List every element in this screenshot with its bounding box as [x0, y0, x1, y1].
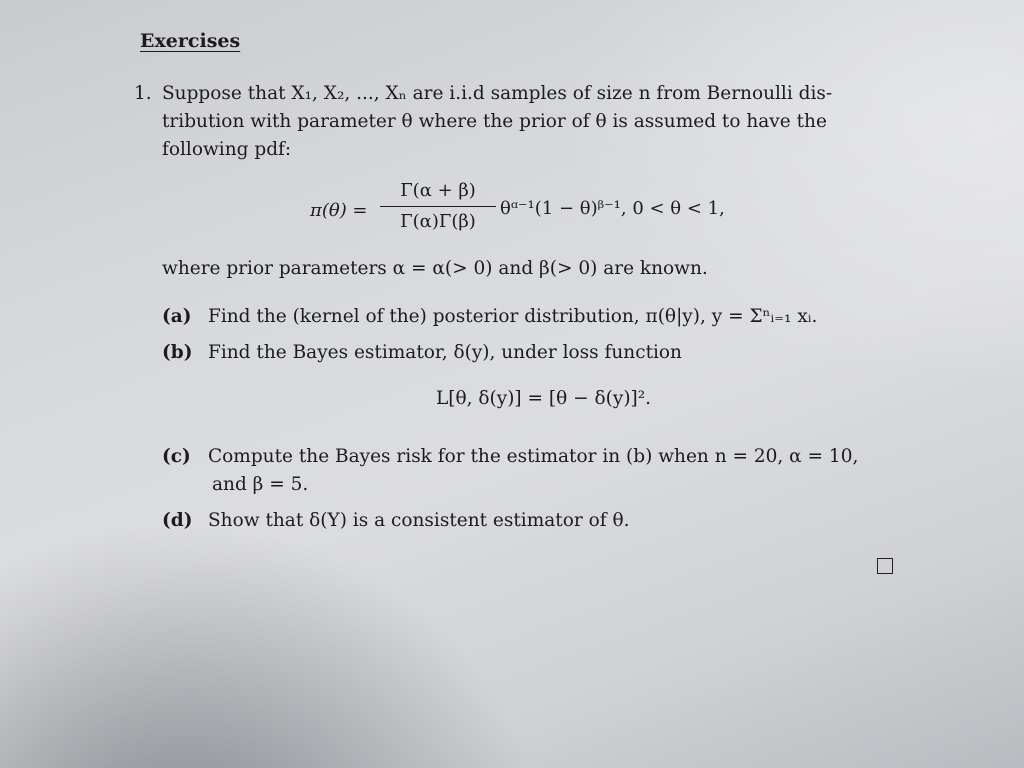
intro-line-2: tribution with parameter θ where the prior of θ is assumed to have the: [162, 111, 827, 132]
part-b: [162, 342, 682, 363]
formula-lhs: π(θ) =: [310, 200, 368, 221]
question-number: 1.: [134, 83, 152, 104]
part-d: [162, 510, 629, 531]
part-c-label: (c): [162, 446, 191, 467]
loss-function: L[θ, δ(y)] = [θ − δ(y)]².: [436, 388, 652, 409]
part-b-text: Find the Bayes estimator, δ(y), under loss function: [208, 342, 682, 363]
formula-rhs: θᵅ⁻¹(1 − θ)ᵝ⁻¹, 0 < θ < 1,: [500, 198, 725, 219]
formula-denominator: Γ(α)Γ(β): [400, 211, 476, 232]
part-c: [162, 446, 858, 467]
fraction-bar: [380, 206, 496, 207]
part-d-text: Show that δ(Y) is a consistent estimator of θ.: [208, 510, 630, 531]
intro-line-3: following pdf:: [162, 139, 292, 160]
where-line: where prior parameters α = α(> 0) and β(> 0) are known.: [162, 258, 708, 279]
exercises-heading: Exercises: [140, 30, 241, 52]
formula-fraction: [380, 178, 496, 235]
part-a-text: Find the (kernel of the) posterior distribution, π(θ|y), y = Σⁿᵢ₌₁ xᵢ.: [208, 306, 818, 327]
formula-numerator: Γ(α + β): [400, 180, 476, 201]
part-d-label: (d): [162, 510, 193, 531]
part-c-continuation: and β = 5.: [212, 474, 309, 495]
prior-pdf-formula: [310, 178, 830, 248]
part-a: [162, 306, 817, 327]
intro-line-1: Suppose that X₁, X₂, ..., Xₙ are i.i.d samples of size n from Bernoulli dis-: [162, 83, 833, 104]
part-a-label: (a): [162, 306, 192, 327]
part-b-label: (b): [162, 342, 193, 363]
part-c-text: Compute the Bayes risk for the estimator in (b) when n = 20, α = 10,: [208, 446, 859, 467]
end-of-proof-square-icon: [877, 558, 893, 574]
